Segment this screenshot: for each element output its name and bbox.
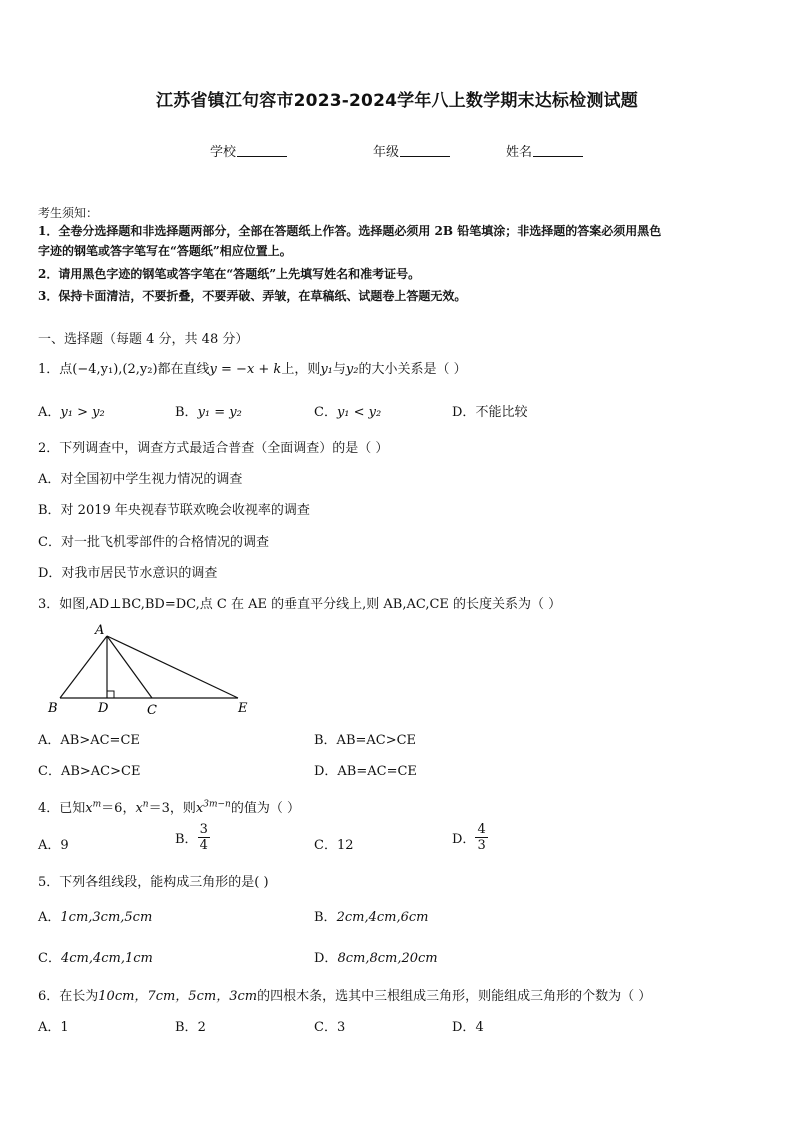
q6-option-c[interactable]: C．3 xyxy=(314,1020,346,1035)
q2-option-d[interactable]: D．对我市居民节水意识的调查 xyxy=(38,566,218,581)
school-label: 学校 xyxy=(210,145,237,160)
q6-option-d[interactable]: D．4 xyxy=(452,1020,484,1035)
name-blank[interactable] xyxy=(533,144,583,157)
question-4-stem: 4．已知$x^m=6$，$x^n=3$，则$x^{3m-n}$的值为（ ） xyxy=(38,799,300,816)
notice-item-1 xyxy=(38,221,758,261)
name-field xyxy=(506,141,583,160)
q4-option-c[interactable]: C．12 xyxy=(314,838,354,853)
grade-blank[interactable] xyxy=(400,144,450,157)
notice-heading: 考生须知： xyxy=(38,206,99,220)
q5-option-d[interactable]: D．8cm,8cm,20cm xyxy=(314,951,438,966)
q1-point-2: (2,y₂) xyxy=(122,362,158,377)
q3-option-c[interactable]: C．AB>AC>CE xyxy=(38,764,141,779)
question-3-stem: 3．如图,AD⊥BC,BD=DC,点 C 在 AE 的垂直平分线上,则 AB,AC,CE 的长度关系为（ ） xyxy=(38,597,562,612)
q3-option-a[interactable]: A．AB>AC=CE xyxy=(38,733,140,748)
label-b: B xyxy=(48,701,58,716)
fraction: $\frac{4}{3}$ xyxy=(477,822,486,853)
notice-item-1-line-2: 字迹的钢笔或答字笔写在“答题纸”相应位置上。 xyxy=(38,244,292,258)
section-heading: 一、选择题（每题 4 分，共 48 分） xyxy=(38,332,249,347)
q5-option-a[interactable]: A．1cm,3cm,5cm xyxy=(38,910,153,925)
school-field xyxy=(210,141,287,160)
q2-option-c[interactable]: C．对一批飞机零部件的合格情况的调查 xyxy=(38,535,269,550)
q2-option-a[interactable]: A．对全国初中学生视力情况的调查 xyxy=(38,472,243,487)
q5-option-c[interactable]: C．4cm,4cm,1cm xyxy=(38,951,153,966)
q3-option-b[interactable]: B．AB=AC>CE xyxy=(314,733,417,748)
label-e: E xyxy=(238,701,248,716)
label-c: C xyxy=(147,703,157,718)
q4-option-a[interactable]: A．9 xyxy=(38,838,69,853)
question-1-stem: 1．点(−4,y₁),(2,y₂)都在直线y = −x + k上，则y₁与y₂的大小关系是（ ） xyxy=(38,362,467,377)
q1-option-a[interactable]: A．y₁ > y₂ xyxy=(38,405,105,420)
q1-option-d[interactable]: D．不能比较 xyxy=(452,405,528,420)
q1-option-b[interactable]: B．y₁ = y₂ xyxy=(175,405,242,420)
label-d: D xyxy=(98,701,109,716)
question-2-stem: 2．下列调查中，调查方式最适合普查（全面调查）的是（ ） xyxy=(38,441,389,456)
q1-point-1: (−4,y₁) xyxy=(72,362,119,377)
label-a: A xyxy=(95,623,105,638)
fraction: $\frac{3}{4}$ xyxy=(199,822,208,853)
q3-triangle-figure xyxy=(40,618,260,718)
segment-ac xyxy=(107,636,152,698)
segment-ae xyxy=(107,636,238,698)
school-blank[interactable] xyxy=(237,144,287,157)
q1-option-c[interactable]: C．y₁ < y₂ xyxy=(314,405,382,420)
q3-option-d[interactable]: D．AB=AC=CE xyxy=(314,764,417,779)
q2-option-b[interactable]: B．对 2019 年央视春节联欢晚会收视率的调查 xyxy=(38,503,310,518)
grade-label: 年级 xyxy=(373,145,400,160)
question-5-stem: 5．下列各组线段，能构成三角形的是( ) xyxy=(38,875,269,890)
q4-option-b[interactable]: B． $\frac{3}{4}$ xyxy=(175,822,208,853)
name-label: 姓名 xyxy=(506,145,533,160)
q6-option-b[interactable]: B．2 xyxy=(175,1020,206,1035)
notice-item-1-line-1: 1．全卷分选择题和非选择题两部分，全部在答题纸上作答。选择题必须用 2B 铅笔填涂；非选择题的答案必须用黑色 xyxy=(38,224,662,238)
notice-item-2: 2．请用黑色字迹的钢笔或答字笔在“答题纸”上先填写姓名和准考证号。 xyxy=(38,267,421,281)
segment-ab xyxy=(60,636,107,698)
notice-item-3: 3．保持卡面清洁，不要折叠，不要弄破、弄皱，在草稿纸、试题卷上答题无效。 xyxy=(38,289,467,303)
question-6-stem: 6．在长为10cm，7cm，5cm，3cm的四根木条，选其中三根组成三角形，则能组成三角形的个数为（ ） xyxy=(38,989,652,1004)
right-angle-mark xyxy=(107,691,114,698)
page-title: 江苏省镇江句容市2023-2024学年八上数学期末达标检测试题 xyxy=(156,91,638,111)
q4-option-d[interactable]: D． $\frac{4}{3}$ xyxy=(452,822,486,853)
q5-option-b[interactable]: B．2cm,4cm,6cm xyxy=(314,910,429,925)
q6-option-a[interactable]: A．1 xyxy=(38,1020,69,1035)
q1-line-equation: y = −x + k xyxy=(209,362,282,377)
grade-field xyxy=(373,141,450,160)
